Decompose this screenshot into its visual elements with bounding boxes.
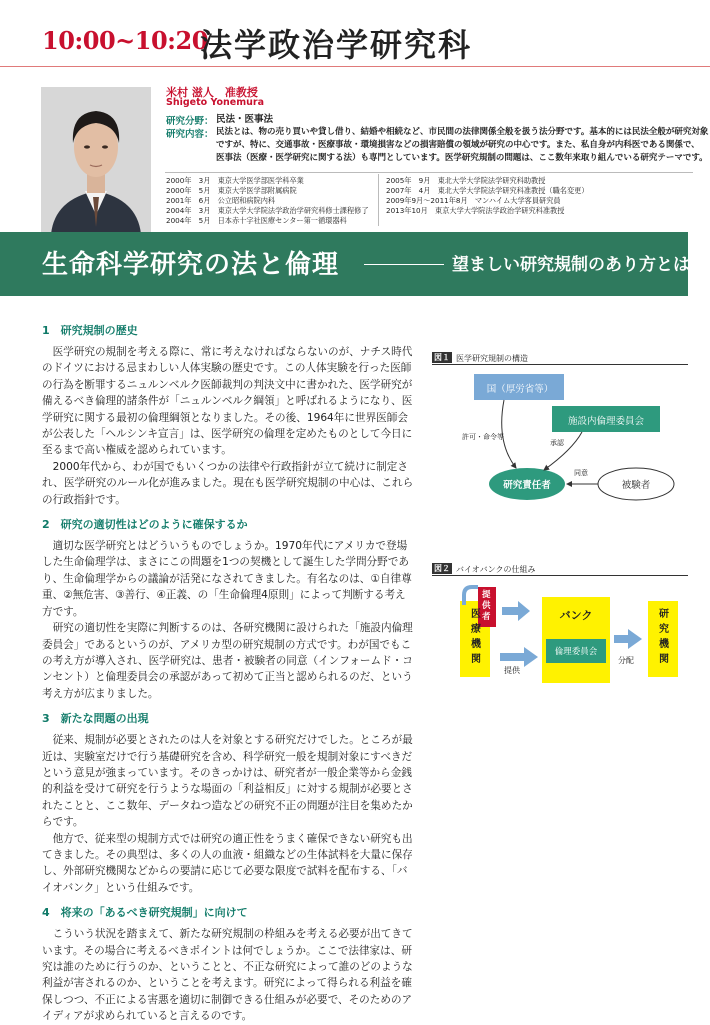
history-item: 2009年9月～2011年8月 マンハイム大学客員研究員 [386,196,561,205]
history-item: 2004年 5月 日本赤十字社医療センター第一循環器科 [166,216,347,225]
figure-rule [432,575,688,576]
bank-label: バンク [559,609,593,622]
history-item: 2005年 9月 東北大学大学院法学研究科助教授 [386,176,546,185]
history-item: 2001年 6月 公立昭和病院内科 [166,196,276,205]
paragraph: 医学研究の規制を考える際に、常に考えなければならないのが、ナチス時代のドイツにおける忌まわしい人体実験の歴史です。この人体実験を行った医師の行為を断罪するニュルンベルク医師裁判の判決文中に書かれた、医学研究が備えるべき倫理的諸条件が「ニュルンベルク綱領」と呼ばれるようになり、医学研究に関する最初の倫理綱領となりました。その後、1964年に世界医師会が公表した「ヘルシンキ宣言」は、医学研究の倫理を定めたものとして今日に至るまで高い権威を認められています。 [42,346,413,457]
content-line: ですが、特に、交通事故・医療事故・環境損害などの損害賠償の領域が研究の中心です。また、私自身が内科医である関係で、 [216,140,700,150]
paragraph: こういう状況を踏まえて、新たな研究規制の枠組みを考える必要が出てきています。その場合に考えるべきポイントは何でしょうか。ここで法律家は、研究は誰のために行うのか、ということと、不正な研究によって誰のどのような利益が害されるのか、ということを考えます。研究によって得られる利益を確保しつつ、不正による害悪を適切に制御できる仕組みが必要で、そのためのアイディアが求められていると言えるのです。 [42,928,413,1023]
distribute-arrow [614,629,642,649]
profile-divider [165,172,693,173]
figure-number: 図１ [434,353,450,362]
paragraph: 他方で、従来型の規制方式では研究の適正性をうまく確保できない研究も出てきました。その典型は、多くの人の血液・組織などの生体試料を大量に保存し、外部研究機関などからの要請に応じて必要な限度で試料を配布する、「バイオバンク」という仕組みです。 [42,832,413,894]
hospital-label: 医療機関 [471,609,481,665]
section-heading: 2 研究の適切性はどのように確保するか [42,518,248,532]
history-item: 2007年 4月 東北大学大学院法学研究科准教授（職名変更） [386,186,589,195]
professor-name: 米村 滋人 准教授 [166,86,258,99]
content-line: 医事法（医療・医学研究に関する法）も専門としています。医学研究規制の問題は、ここ数年来取り組んでいる研究テーマです。 [216,153,708,163]
content-line: 民法とは、物の売り買いや貸し借り、結婚や相続など、市民間の法律関係全般を扱う法分野です。基本的には民法全般が研究対象 [216,127,709,137]
provide-label: 提供 [504,666,520,675]
field-value: 民法・医事法 [216,114,274,125]
history-item: 2004年 3月 東京大学大学院法学政治学研究科修士課程修了 [166,206,369,215]
provide-arrow [500,647,538,667]
ethics-label: 倫理委員会 [554,647,598,657]
session-time: 10:00~10:20 [42,26,208,55]
permission-label: 許可・命令等 [462,433,504,441]
history-item: 2000年 5月 東京大学医学部附属病院 [166,186,297,195]
section-heading: 1 研究規制の歴史 [42,324,138,337]
section-heading: 4 将来の「あるべき研究規制」に向けて [42,906,248,920]
research-label: 研究機関 [659,609,669,665]
figure-title: バイオバンクの仕組み [456,565,536,574]
professor-name-en: Shigeto Yonemura [166,97,264,108]
lecture-title: 生命科学研究の法と倫理 [42,250,340,280]
department-title: 法学政治学研究科 [200,26,473,64]
lecture-subtitle: 望ましい研究規制のあり方とは？ [452,255,707,275]
paragraph: 2000年代から、わが国でもいくつかの法律や行政指針が立て続けに制定され、医学研究のルール化が進みました。現在も医学研究規制の中心は、これらの行政指針です。 [42,460,414,506]
subject-label: 被験者 [621,480,651,491]
consent-label: 同意 [574,469,588,477]
irb-label: 施設内倫理委員会 [567,416,644,427]
portrait-photo [41,87,151,234]
section-heading: 3 新たな問題の出現 [42,712,149,726]
figure-number: 図２ [434,564,450,573]
donor-label: 提供者 [482,590,491,622]
figure-2 [432,563,688,693]
history-divider [378,174,379,226]
paragraph: 適切な医学研究とはどういうものでしょうか。1970年代にアメリカで登場した生命倫理学は、まさにこの問題を1つの契機として誕生した学問分野であり、生命倫理学からの議論が活発になされてきました。有名なのは、①自律尊重、②無危害、③善行、④正義、の「生命倫理4原則」によって判断する考え方です。 [42,540,412,618]
title-dash [364,264,444,265]
history-item: 2013年10月 東京大学大学院法学政治学研究科准教授 [386,206,565,215]
paragraph: 従来、規制が必要とされたのは人を対象とする研究だけでした。ところが最近は、実験室だけで行う基礎研究を含め、科学研究一般を規制対象にすべきだという意見が強まっています。そのきっかけは、研究者が一般企業等から金銭的利益を受けて研究を行うような場面の「利益相反」に対する規制が必要とされたことと、ここ数年、データねつ造などの研究不正の問題が注目を集めたからです。 [42,734,413,829]
donor-to-bank-arrow [502,601,530,621]
figure-title: 医学研究規制の構造 [456,354,528,363]
article-body [42,322,414,1025]
history-item: 2000年 3月 東京大学医学部医学科卒業 [166,176,304,185]
content-label: 研究内容： [166,129,214,140]
distribute-label: 分配 [618,656,634,665]
figure-1 [432,352,688,512]
field-label: 研究分野： [166,116,214,127]
header-divider [0,66,710,67]
paragraph: 研究の適切性を実際に判断するのは、各研究機関に設けられた「施設内倫理委員会」であるというのが、アメリカ型の研究規制の方式です。わが国でもこの考え方が導入され、医学研究は、患者・被験者の同意（インフォームド・コンセント）と倫理委員会の承認があって初めて正当と認められるのだ、という考え方が広まりました。 [42,622,413,700]
figure-rule [432,364,688,365]
researcher-label: 研究責任者 [503,480,551,491]
government-label: 国（厚労省等） [486,384,554,395]
approval-label: 承認 [550,439,564,447]
